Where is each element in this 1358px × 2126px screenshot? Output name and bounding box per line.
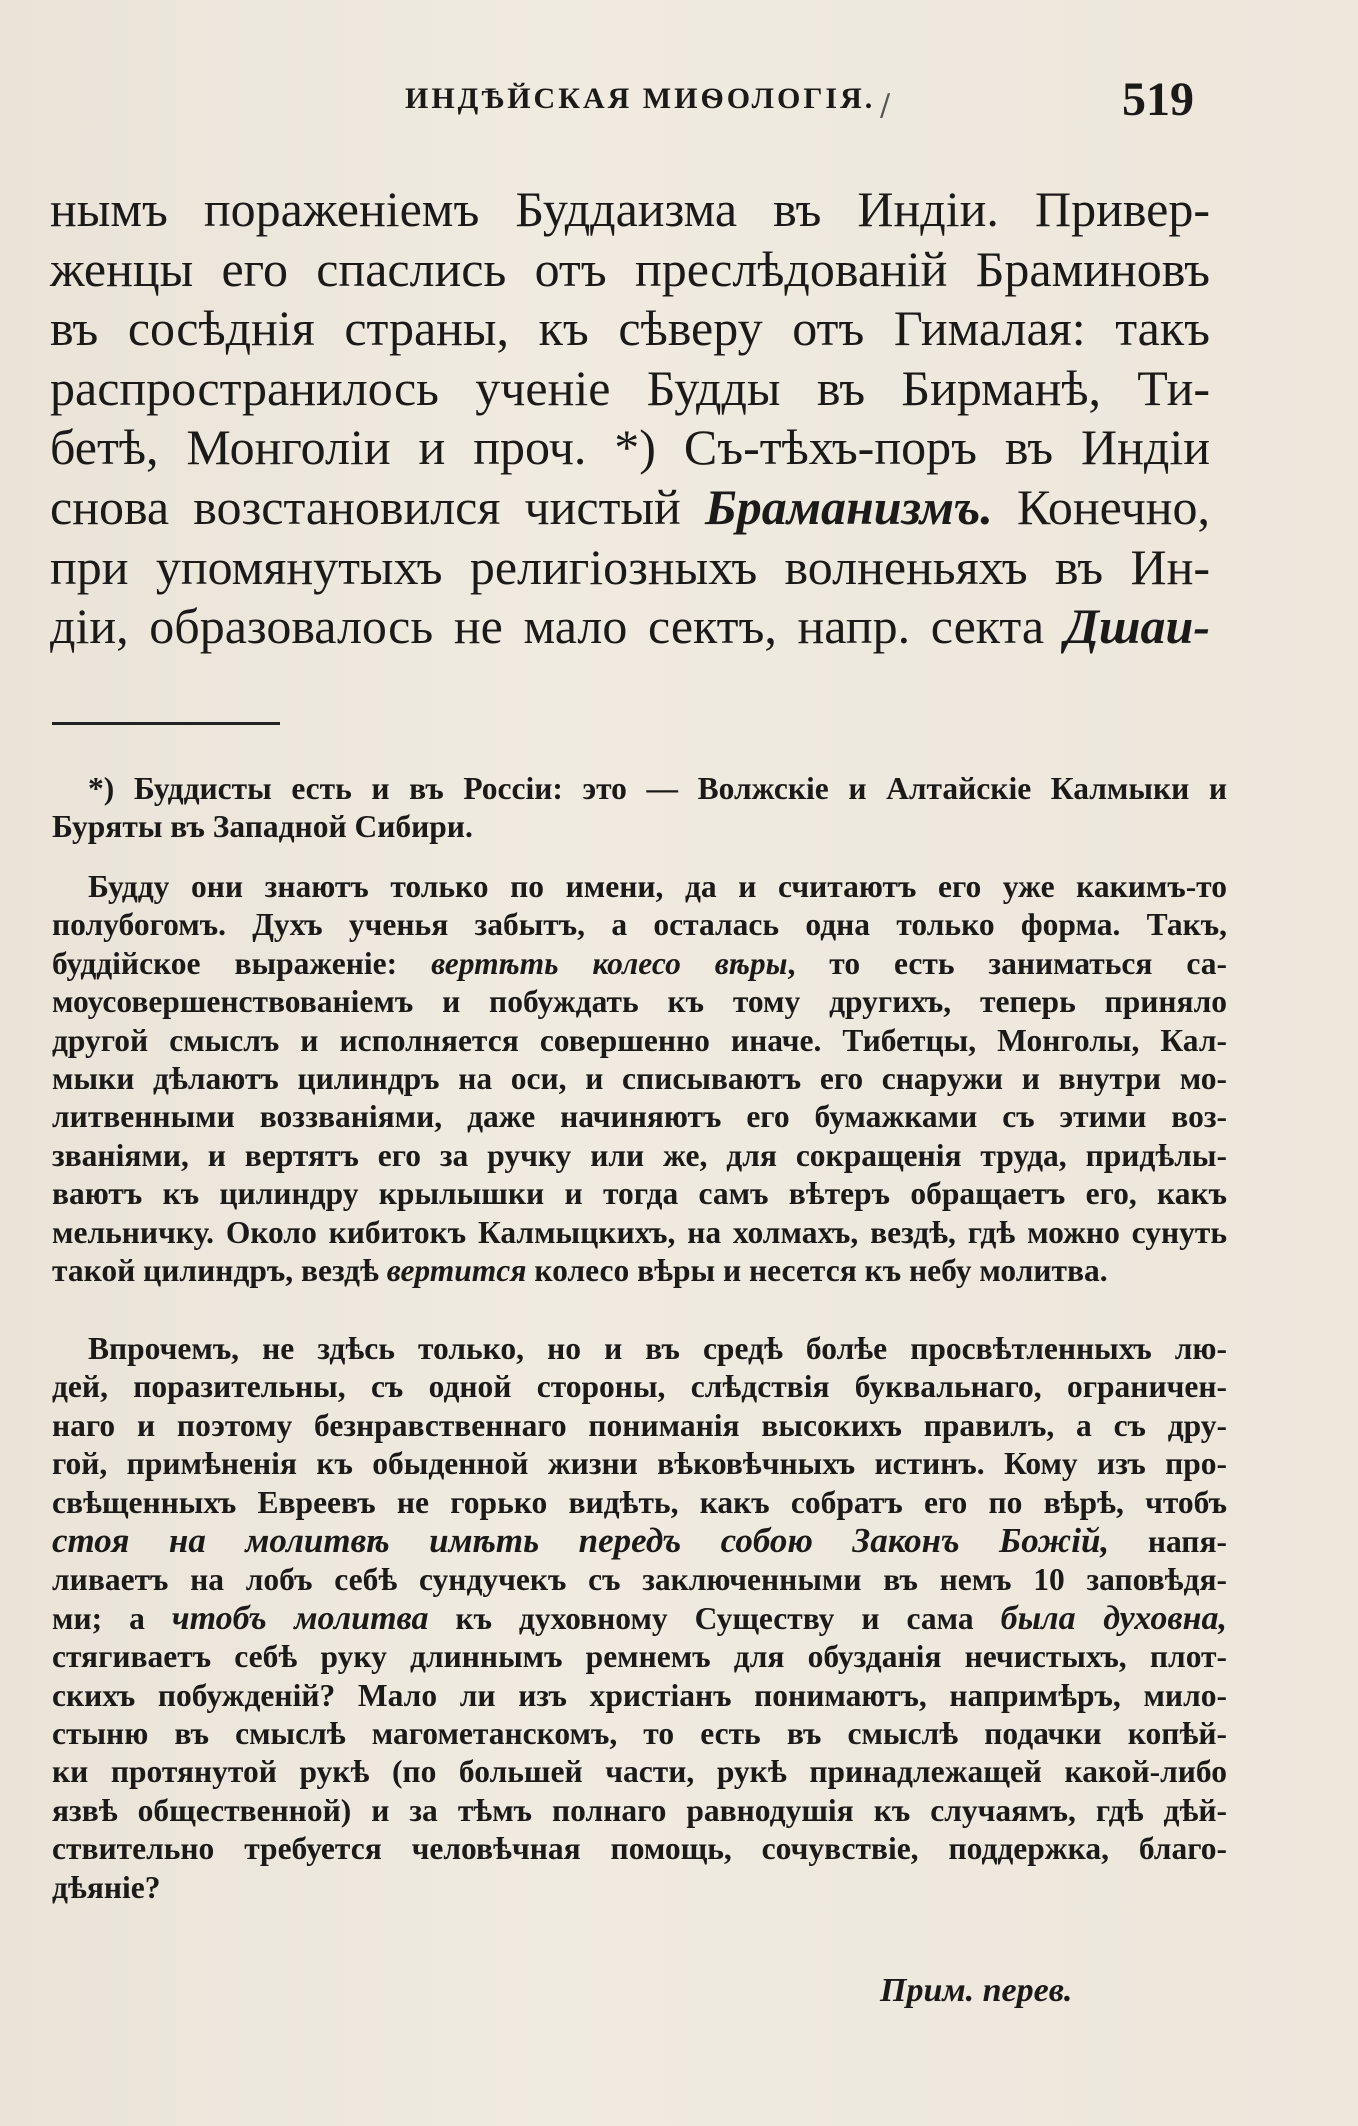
footnote-line: язвѣ общественной) и за тѣмъ полнаго равнодушія къ случаямъ, гдѣ дѣй- bbox=[52, 1792, 1227, 1828]
footnote-line: полубогомъ. Духъ ученья забытъ, а осталась одна только форма. Такъ, bbox=[52, 907, 1227, 943]
footnote-line: гой, примѣненія къ обыденной жизни вѣковѣчныхъ истинъ. Кому изъ про- bbox=[52, 1446, 1227, 1482]
footnote-line: дѣяніе? bbox=[52, 1869, 161, 1905]
page-number: 519 bbox=[1122, 73, 1194, 126]
footnote-line: ки протянутой рукѣ (по большей части, рукѣ принадлежащей какой-либо bbox=[52, 1754, 1227, 1790]
footnote-line: литвенными воззваніями, даже начиняютъ его бумажками съ этими воз- bbox=[52, 1099, 1227, 1135]
footnote-line: буддійское выраженіе: вертѣть колесо вѣры, то есть заниматься са- bbox=[52, 945, 1227, 981]
footnote-line: ствительно требуется человѣчная помощь, сочувствіе, поддержка, благо- bbox=[52, 1831, 1227, 1867]
footnote-line: такой цилиндръ, вездѣ вертится колесо вѣры и несется къ небу молитва. bbox=[52, 1253, 1108, 1289]
footnote-line: ливаетъ на лобъ себѣ сундучекъ съ заключенными въ немъ 10 заповѣдя- bbox=[52, 1562, 1227, 1598]
footnote-line: наго и поэтому безнравственнаго пониманія высокихъ правилъ, а съ дру- bbox=[52, 1407, 1227, 1443]
footnote-line: другой смыслъ и исполняется совершенно иначе. Тибетцы, Монголы, Кал- bbox=[52, 1022, 1227, 1058]
main-line: діи, образовалось не мало сектъ, напр. секта Дшаи- bbox=[50, 598, 1210, 655]
main-line: при упомянутыхъ религіозныхъ волненьяхъ въ Ин- bbox=[50, 538, 1210, 595]
footnote-line: дей, поразительны, съ одной стороны, слѣдствія буквальнаго, ограничен- bbox=[52, 1369, 1227, 1405]
translator-note-signature: Прим. перев. bbox=[880, 1972, 1073, 2009]
emphasis-term: Дшаи- bbox=[1064, 598, 1210, 655]
footnote-line: званіями, и вертятъ его за ручку или же, для сокращенія труда, придѣлы- bbox=[52, 1137, 1227, 1173]
main-line: въ сосѣднія страны, къ сѣверу отъ Гималая: такъ bbox=[50, 300, 1210, 357]
main-line: распространилось ученіе Будды въ Бирманѣ, Ти- bbox=[50, 359, 1210, 416]
footnote-line: свѣщенныхъ Евреевъ не горько видѣть, какъ собратъ его по вѣрѣ, чтобъ bbox=[52, 1484, 1227, 1520]
main-text bbox=[50, 180, 1210, 657]
footnote-2 bbox=[52, 868, 1227, 1290]
footnote-line: ми; а чтобъ молитва къ духовному Существу и сама была духовна, bbox=[52, 1599, 1227, 1637]
emphasis-word: вертится bbox=[386, 1253, 527, 1289]
main-line: снова возстановился чистый Браманизмъ. Конечно, bbox=[50, 478, 1210, 535]
main-line: женцы его спаслись отъ преслѣдованій Браминовъ bbox=[50, 240, 1210, 297]
emphasis-phrase: стоя на молитвѣ имѣть передъ собою Законъ Божій, bbox=[52, 1521, 1110, 1561]
emphasis-phrase: вертѣть колесо вѣры bbox=[431, 945, 788, 981]
footnote-line: мельничку. Около кибитокъ Калмыцкихъ, на холмахъ, вездѣ, гдѣ можно сунуть bbox=[52, 1214, 1227, 1250]
running-title: ИНДѢЙСКАЯ МИѲОЛОГІЯ. bbox=[405, 82, 876, 115]
footnote-line: Будду они знаютъ только по имени, да и считаютъ его уже какимъ-то bbox=[88, 869, 1227, 904]
footnote-rule bbox=[52, 722, 280, 725]
footnote-line: стоя на молитвѣ имѣть передъ собою Законъ Божій, напя- bbox=[52, 1521, 1227, 1561]
emphasis-phrase: чтобъ молитва bbox=[171, 1599, 429, 1637]
footnote-line: ваютъ къ цилиндру крылышки и тогда самъ вѣтеръ обращаетъ его, какъ bbox=[52, 1176, 1227, 1212]
footnote-1 bbox=[52, 770, 1227, 847]
footnote-line: моусовершенствованіемъ и побуждать къ тому другихъ, теперь приняло bbox=[52, 984, 1227, 1020]
footnote-line: стыню въ смыслѣ магометанскомъ, то есть въ смыслѣ подачки копѣй- bbox=[52, 1716, 1227, 1752]
emphasis-phrase: была духовна, bbox=[1000, 1599, 1227, 1637]
footnote-3 bbox=[52, 1330, 1227, 1907]
footnote-line: Буряты въ Западной Сибири. bbox=[52, 809, 473, 845]
main-line: бетѣ, Монголіи и проч. *) Съ-тѣхъ-поръ въ Индіи bbox=[50, 419, 1210, 476]
footnote-line: мыки дѣлаютъ цилиндръ на оси, и списываютъ его снаружи и внутри мо- bbox=[52, 1061, 1227, 1097]
pencil-mark: / bbox=[880, 88, 891, 123]
footnote-line: скихъ побужденій? Мало ли изъ христіанъ понимаютъ, напримѣръ, мило- bbox=[52, 1677, 1227, 1713]
main-line: нымъ пораженіемъ Буддаизма въ Индіи. Привер- bbox=[50, 181, 1210, 237]
footnote-line: *) Буддисты есть и въ Россіи: это — Волжскіе и Алтайскіе Калмыки и bbox=[88, 771, 1227, 806]
footnote-line: Впрочемъ, не здѣсь только, но и въ средѣ болѣе просвѣтленныхъ лю- bbox=[88, 1331, 1227, 1366]
footnote-line: стягиваетъ себѣ руку длиннымъ ремнемъ для обузданія нечистыхъ, плот- bbox=[52, 1639, 1227, 1675]
emphasis-term: Браманизмъ. bbox=[704, 478, 993, 535]
